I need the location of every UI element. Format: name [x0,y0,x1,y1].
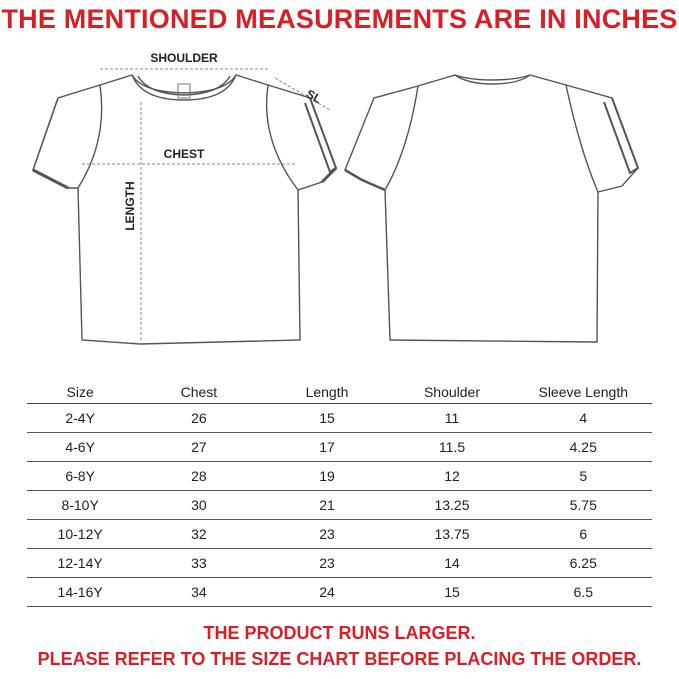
table-row [27,491,652,520]
cell-shoulder: 11.5 [390,433,515,462]
cell-length: 21 [265,491,390,520]
cell-shoulder: 11 [390,404,515,433]
size-chart-table [27,372,652,607]
table-row [27,433,652,462]
table-row [27,462,652,491]
cell-sleeve-length: 5.75 [515,491,653,520]
back-body-outline [345,75,638,342]
cell-length: 17 [265,433,390,462]
page-headline: THE MENTIONED MEASUREMENTS ARE IN INCHES [1,4,678,34]
cell-shoulder: 13.75 [390,520,515,549]
cell-sleeve-length: 4.25 [515,433,653,462]
chest-label: CHEST [163,147,205,161]
cell-chest: 34 [133,578,264,607]
cell-length: 19 [265,462,390,491]
cell-length: 23 [265,549,390,578]
sleeve-label: SL [303,86,324,107]
length-label: LENGTH [123,181,137,231]
back-tshirt [345,75,638,342]
header-chest: Chest [133,372,264,404]
cell-size: 10-12Y [27,520,133,549]
cell-sleeve-length: 6.5 [515,578,653,607]
cell-chest: 28 [133,462,264,491]
footer-note-line1: THE PRODUCT RUNS LARGER. [203,623,476,643]
cell-size: 14-16Y [27,578,133,607]
cell-length: 23 [265,520,390,549]
cell-length: 24 [265,578,390,607]
cell-sleeve-length: 6.25 [515,549,653,578]
front-body-outline [33,75,336,344]
cell-length: 15 [265,404,390,433]
header-sleeve-length: Sleeve Length [515,372,653,404]
back-collar [455,75,530,80]
cell-chest: 27 [133,433,264,462]
cell-shoulder: 15 [390,578,515,607]
header-length: Length [265,372,390,404]
table-row [27,578,652,607]
cell-shoulder: 13.25 [390,491,515,520]
footer-note-line2: PLEASE REFER TO THE SIZE CHART BEFORE PLACING THE ORDER. [37,649,642,669]
shoulder-label: SHOULDER [150,51,218,65]
cell-size: 6-8Y [27,462,133,491]
cell-sleeve-length: 5 [515,462,653,491]
tshirt-diagram [0,40,679,360]
cell-shoulder: 12 [390,462,515,491]
header-shoulder: Shoulder [390,372,515,404]
table-row [27,549,652,578]
cell-chest: 30 [133,491,264,520]
cell-size: 2-4Y [27,404,133,433]
cell-chest: 32 [133,520,264,549]
cell-size: 4-6Y [27,433,133,462]
cell-chest: 26 [133,404,264,433]
cell-size: 8-10Y [27,491,133,520]
cell-sleeve-length: 4 [515,404,653,433]
table-header-row [27,372,652,404]
front-tshirt [33,75,336,344]
table-row [27,404,652,433]
cell-chest: 33 [133,549,264,578]
cell-sleeve-length: 6 [515,520,653,549]
cell-size: 12-14Y [27,549,133,578]
table-row [27,520,652,549]
header-size: Size [27,372,133,404]
cell-shoulder: 14 [390,549,515,578]
